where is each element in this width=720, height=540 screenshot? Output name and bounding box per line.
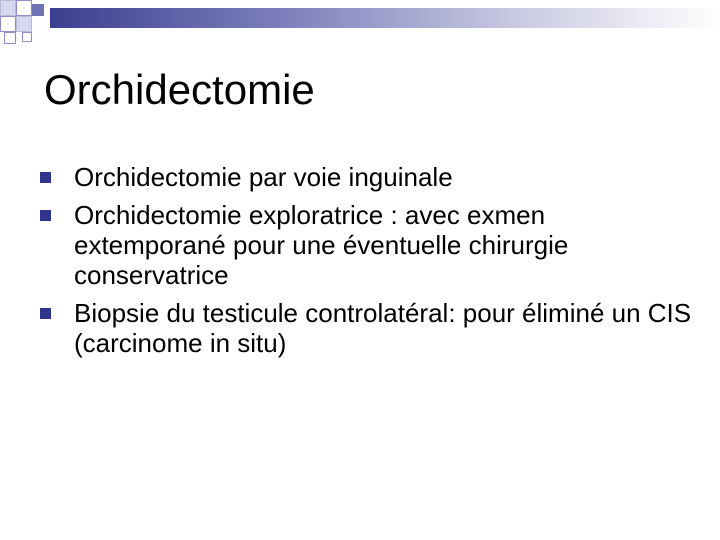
deco-square (32, 4, 44, 16)
slide-title: Orchidectomie (44, 66, 315, 113)
square-bullet-icon (40, 172, 51, 183)
deco-square (22, 32, 32, 42)
deco-square (4, 32, 16, 44)
bullet-text: Orchidectomie exploratrice : avec exmen extemporané pour une éventuelle chirurgie conservatrice (74, 200, 569, 290)
bullet-list (40, 162, 700, 366)
decorative-header (0, 0, 720, 48)
bullet-item (40, 200, 700, 290)
deco-square (0, 16, 16, 32)
deco-square (16, 0, 32, 16)
bullet-item (40, 162, 700, 192)
square-bullet-icon (40, 308, 51, 319)
deco-square (16, 16, 32, 32)
bullet-item (40, 298, 700, 358)
gradient-band (50, 8, 720, 28)
bullet-text: Biopsie du testicule controlatéral: pour éliminé un CIS (carcinome in situ) (74, 298, 692, 358)
square-bullet-icon (40, 210, 51, 221)
bullet-text: Orchidectomie par voie inguinale (74, 162, 453, 192)
deco-square (0, 0, 16, 16)
